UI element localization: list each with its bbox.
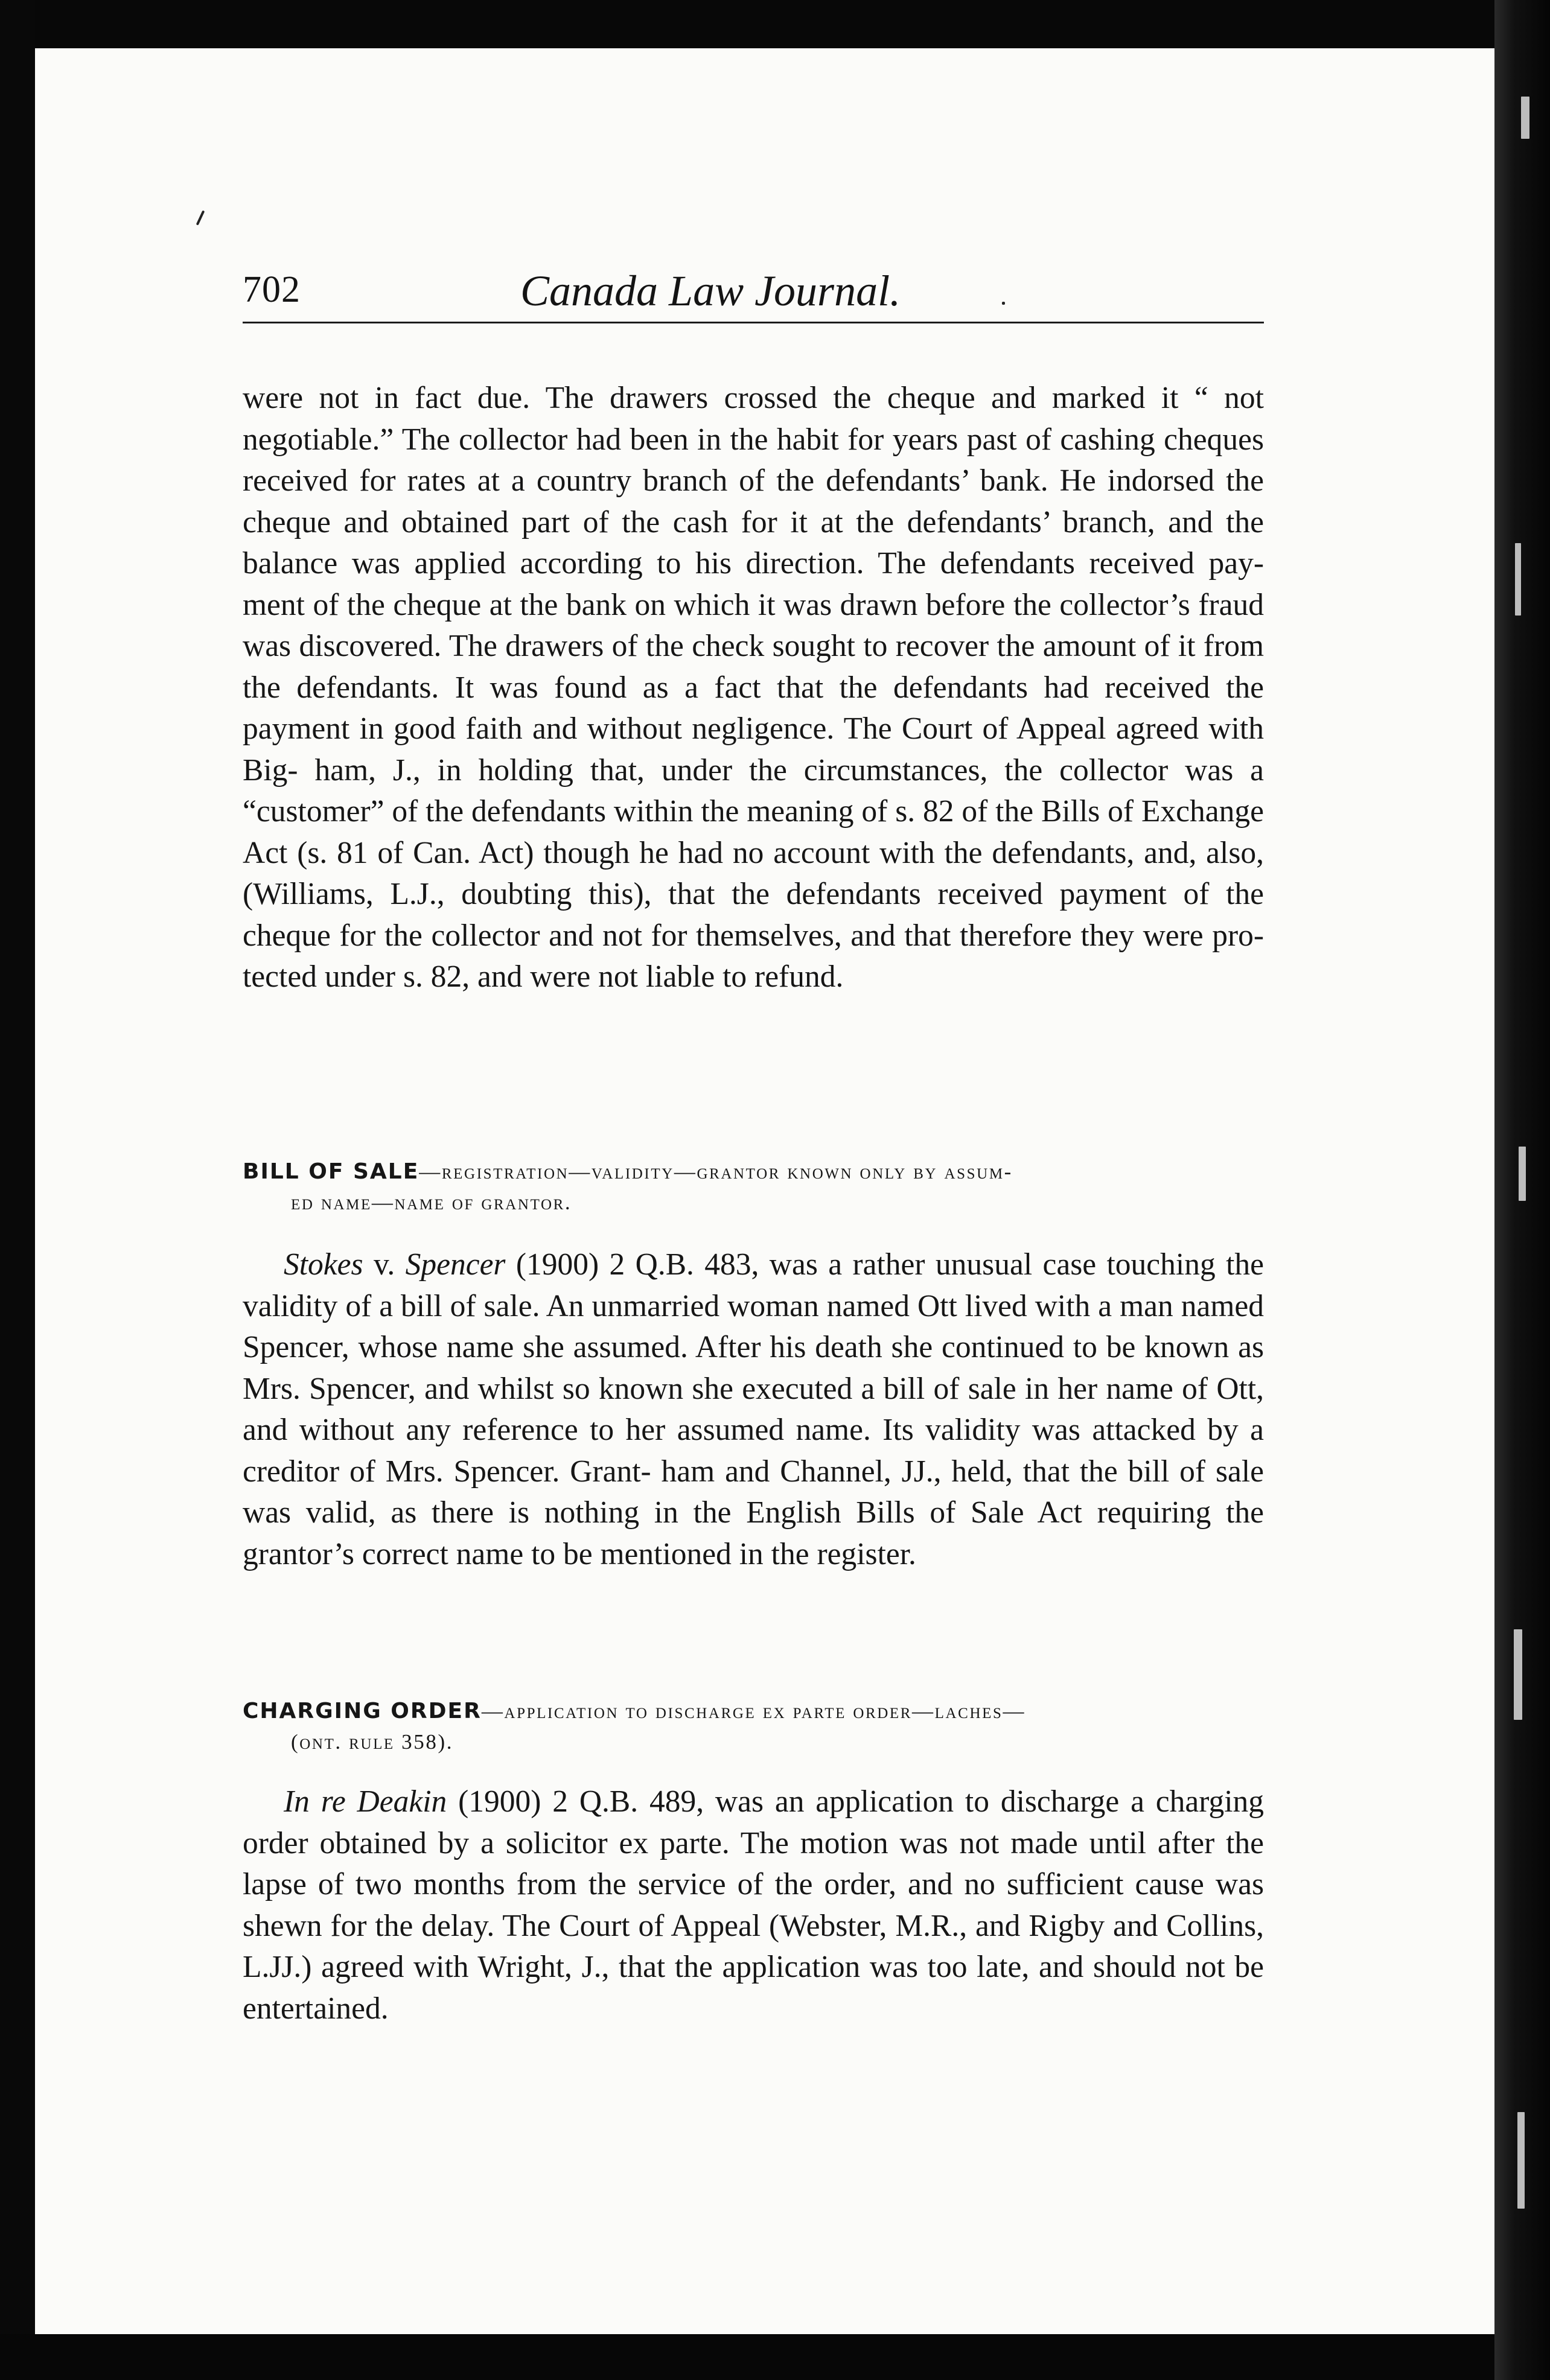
text-line: and without negligence. The Court of Appeal agreed with Big- — [243, 711, 1264, 788]
case-connector: v. — [363, 1247, 406, 1282]
text-line: was not made until after the lapse of two months from the service — [243, 1825, 1265, 1901]
heading-subtitle: —registration—validity—grantor known only by assum- — [419, 1160, 1013, 1183]
paragraph-charging-order — [243, 1781, 1264, 2029]
text-line: touching the validity of a bill of sale. An unmarried woman — [243, 1247, 1265, 1323]
paragraph-continuation — [243, 378, 1264, 998]
text-line: of the order, and no sufficient cause was shewn for the delay. The — [243, 1867, 1265, 1943]
heading-keyword: CHARGING ORDER — [243, 1699, 482, 1723]
text-line: it “ not negotiable.” The collector had been in the habit for years — [243, 381, 1264, 457]
text-line: tected under s. 82, and were not liable to refund. — [243, 959, 844, 994]
header-rule — [243, 322, 1264, 323]
text-line: applied according to his direction. The defendants received pay- — [414, 546, 1264, 581]
text-line: Its validity was attacked by a creditor of Mrs. Spencer. Grant- — [243, 1413, 1264, 1489]
text-line: were not in fact due. The drawers crossed the cheque and marked — [243, 381, 1146, 415]
text-line: named Ott lived with a man named Spencer, whose name she — [243, 1288, 1264, 1364]
text-line: account with the defendants, and, also, (Williams, L.J., doubting — [243, 835, 1264, 911]
page-header — [243, 232, 1264, 323]
text-line: ham, J., in holding that, under the circumstances, the collector was — [314, 752, 1234, 788]
text-line: should not be entertained. — [243, 1950, 1265, 2026]
stray-ink-mark — [196, 210, 205, 225]
text-line: ment of the cheque at the bank on which it was drawn before the — [243, 587, 1051, 622]
case-name: Spencer — [405, 1247, 506, 1282]
scan-border-left — [0, 0, 35, 2380]
text-line: Spencer, and whilst so known she executed a bill of sale in her — [309, 1371, 1098, 1406]
text-line: assumed. After his death she continued to be known as Mrs. — [243, 1330, 1265, 1406]
text-line: ham and Channel, JJ., held, that the bill of sale was valid, as there — [243, 1454, 1265, 1530]
text-line: agreed with Wright, J., that the application was too late, and — [321, 1950, 1084, 1984]
text-line: this), that the defendants received payment of the cheque for the — [243, 877, 1264, 953]
edge-speck — [1514, 1629, 1522, 1720]
edge-speck — [1521, 97, 1529, 139]
text-line: a fact that the defendants had received the payment in good faith — [243, 670, 1264, 746]
scan-border-bottom — [0, 2334, 1550, 2380]
section-heading-bill-of-sale — [243, 1159, 1264, 1216]
paragraph-bill-of-sale — [243, 1244, 1264, 1575]
heading-subtitle: —application to discharge ex parte order—laches— — [481, 1699, 1026, 1723]
heading-keyword: BILL OF SALE — [243, 1159, 419, 1184]
text-line: Court of Appeal (Webster, M.R., and Rigby and Collins, L.JJ.) — [243, 1908, 1265, 1984]
section-heading-charging-order — [243, 1698, 1264, 1755]
edge-speck — [1517, 2112, 1525, 2209]
case-name: In re Deakin — [284, 1784, 447, 1819]
heading-subtitle-continued: (ont. rule 358). — [291, 1730, 454, 1754]
text-line: Bills of Exchange Act (s. 81 of Can. Act) though he had no — [243, 794, 1264, 870]
text-line: a “customer” of the defendants within the meaning of s. 82 of the — [243, 752, 1265, 829]
text-line: name of Ott, and without any reference to her assumed name. — [243, 1371, 1265, 1447]
text-line: collector’s fraud was discovered. The drawers of the check sought — [243, 587, 1264, 663]
heading-subtitle-continued: ed name—name of grantor. — [291, 1191, 572, 1214]
edge-speck — [1515, 543, 1521, 616]
text-line: (1900) 2 Q.B. 483, was a rather unusual case — [505, 1247, 1097, 1282]
case-name: Stokes — [284, 1247, 363, 1282]
page-number: 702 — [243, 269, 301, 310]
text-line: is nothing in the English Bills of Sale Act requiring the grantor’s — [243, 1495, 1264, 1571]
running-title: Canada Law Journal. — [520, 267, 901, 315]
scan-border-top — [0, 0, 1550, 48]
text-line: collector and not for themselves, and that therefore they were pro- — [431, 918, 1265, 953]
text-line: a charging order obtained by a solicitor ex parte. The motion — [243, 1784, 1264, 1860]
text-line: correct name to be mentioned in the register. — [362, 1536, 916, 1571]
text-line: (1900) 2 Q.B. 489, was an application to discharge — [447, 1784, 1120, 1819]
text-line: to recover the amount of it from the defendants. It was found as — [243, 629, 1265, 705]
text-line: the cash for it at the defendants’ branch, and the balance was — [243, 504, 1265, 581]
edge-speck — [1519, 1147, 1526, 1201]
text-line: past of cashing cheques received for rates at a country branch of the — [243, 422, 1265, 498]
text-line: defendants’ bank. He indorsed the cheque and obtained part of — [243, 463, 1265, 539]
